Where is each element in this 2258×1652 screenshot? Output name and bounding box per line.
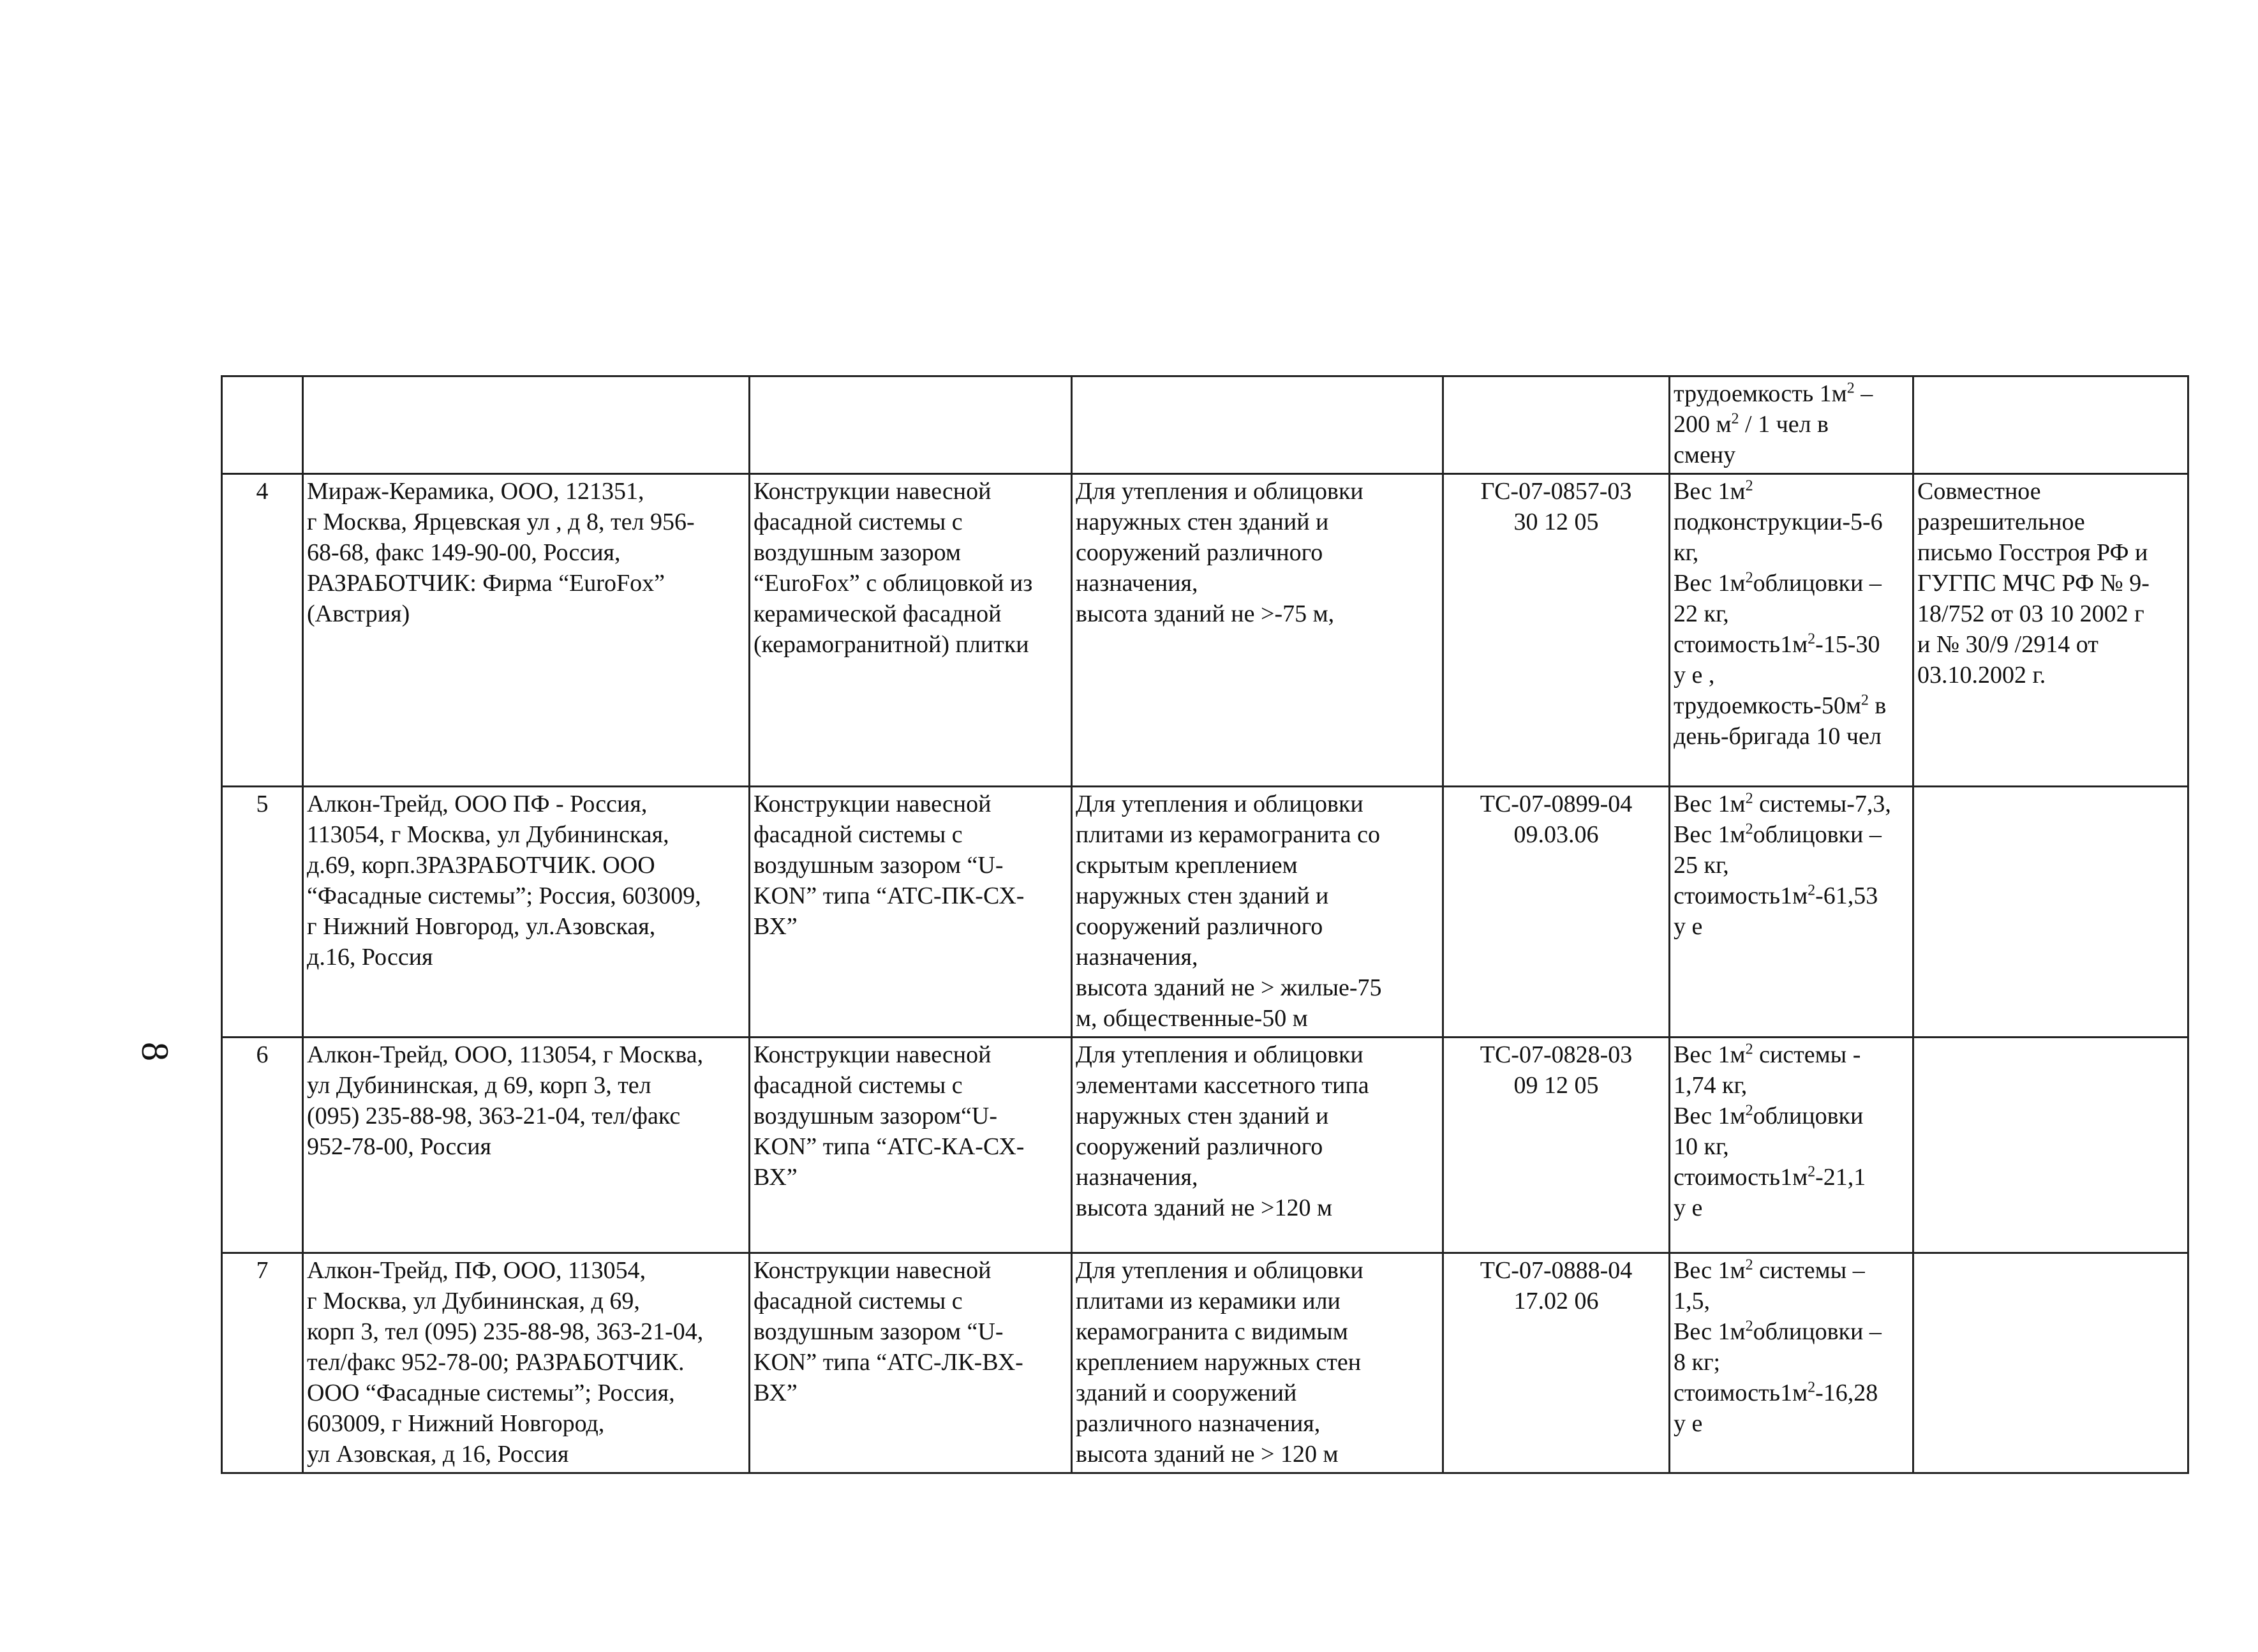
tech-data-line: день-бригада 10 чел bbox=[1674, 723, 1882, 750]
organization-cell: Алкон-Трейд, ООО, 113054, г Москва, ул Дубининская, д 69, корп 3, тел (095) 235-88-98, 363-21-04, тел/факс 952-78-00, Россия bbox=[303, 1038, 750, 1253]
tech-data-line: смену bbox=[1674, 442, 1736, 468]
tech-data-line: у е , bbox=[1674, 662, 1715, 688]
note-cell bbox=[1913, 376, 2188, 474]
tech-data-line: кг, bbox=[1674, 539, 1699, 566]
purpose-cell: Для утепления и облицовки плитами из керамогранита со скрытым креплением наружных стен зданий и сооружений различного назначения, высота зданий не > жилые-75 м, общественные-50 м bbox=[1072, 787, 1443, 1038]
purpose-cell: Для утепления и облицовки элементами кассетного типа наружных стен зданий и сооружений различного назначения, высота зданий не >120 м bbox=[1072, 1038, 1443, 1253]
tech-data-cell bbox=[1670, 1253, 1913, 1473]
table-row bbox=[222, 474, 2188, 787]
table-row bbox=[222, 787, 2188, 1038]
tech-data-line: Вес $1м^2облицовки$ – bbox=[1674, 821, 1882, 848]
tech-data-line: 1,5, bbox=[1674, 1288, 1710, 1314]
tech-data-line: Вес $1м^2$ системы-7,3, bbox=[1674, 790, 1891, 817]
product-cell: Конструкции навесной фасадной системы с воздушным зазором“U- KON” типа “АТС-КА-СХ- ВХ” bbox=[750, 1038, 1072, 1253]
tech-data-line: 10 кг, bbox=[1674, 1133, 1729, 1160]
table-row bbox=[222, 1253, 2188, 1473]
tech-data-line: 1,74 кг, bbox=[1674, 1072, 1748, 1099]
document-cell: ТС-07-0899-04 09.03.06 bbox=[1443, 787, 1670, 1038]
tech-data-line: у е bbox=[1674, 1410, 1703, 1437]
document-cell: ТС-07-0888-04 17.02 06 bbox=[1443, 1253, 1670, 1473]
tech-data-line: трудоемкость-$50м^2$ в bbox=[1674, 692, 1887, 719]
tech-data-line: Вес $1м^2$ bbox=[1674, 477, 1753, 505]
tech-data-line: $стоимость1м^2-21,1$ bbox=[1674, 1163, 1866, 1191]
table-row bbox=[222, 376, 2188, 474]
page-number: 8 bbox=[134, 1042, 176, 1061]
tech-data-cell bbox=[1670, 1038, 1913, 1253]
tech-data-line: у е bbox=[1674, 1194, 1703, 1221]
tech-data-line: Вес $1м^2$ системы - bbox=[1674, 1041, 1861, 1068]
organization-cell bbox=[303, 376, 750, 474]
product-cell: Конструкции навесной фасадной системы с воздушным зазором “U- KON” типа “АТС-ЛК-ВХ- ВХ” bbox=[750, 1253, 1072, 1473]
organization-cell: Мираж-Керамика, ООО, 121351, г Москва, Ярцевская ул , д 8, тел 956- 68-68, факс 149-90-00, Россия, РАЗРАБОТЧИК: Фирма “EuroFox” (Австрия) bbox=[303, 474, 750, 787]
product-cell bbox=[750, 376, 1072, 474]
note-cell bbox=[1913, 1038, 2188, 1253]
tech-data-line: Вес $1м^2облицовки$ – bbox=[1674, 569, 1882, 597]
product-cell: Конструкции навесной фасадной системы с воздушным зазором “EuroFox” с облицовкой из керамической фасадной (керамогранитной) плитки bbox=[750, 474, 1072, 787]
table-row bbox=[222, 1038, 2188, 1253]
tech-data-line: $стоимость1м^2-61,53$ bbox=[1674, 882, 1878, 909]
tech-data-line: 25 кг, bbox=[1674, 852, 1729, 879]
organization-cell: Алкон-Трейд, ПФ, ООО, 113054, г Москва, ул Дубининская, д 69, корп 3, тел (095) 235-88-98, 363-21-04, тел/факс 952-78-00; РАЗРАБОТЧИК. ООО “Фасадные системы”; Россия, 603009, г Нижний Новгород, ул Азовская, д 16, Россия bbox=[303, 1253, 750, 1473]
tech-data-line: Вес $1м^2облицовки$ bbox=[1674, 1102, 1864, 1129]
purpose-cell: Для утепления и облицовки наружных стен зданий и сооружений различного назначения, высота зданий не >-75 м, bbox=[1072, 474, 1443, 787]
tech-data-line: у е bbox=[1674, 913, 1703, 940]
organization-cell: Алкон-Трейд, ООО ПФ - Россия, 113054, г Москва, ул Дубининская, д.69, корп.3РАЗРАБОТЧИК. ООО “Фасадные системы”; Россия, 603009, г Нижний Новгород, ул.Азовская, д.16, Россия bbox=[303, 787, 750, 1038]
row-number-cell bbox=[222, 376, 303, 474]
product-cell: Конструкции навесной фасадной системы с воздушным зазором “U- KON” типа “АТС-ПК-СХ- ВХ” bbox=[750, 787, 1072, 1038]
tech-data-cell bbox=[1670, 474, 1913, 787]
document-cell bbox=[1443, 376, 1670, 474]
row-number-cell: 4 bbox=[222, 474, 303, 787]
document-cell: ГС-07-0857-03 30 12 05 bbox=[1443, 474, 1670, 787]
tech-data-line: 200 $м^2 / 1$ чел в bbox=[1674, 410, 1829, 438]
row-number-cell: 6 bbox=[222, 1038, 303, 1253]
tech-data-line: трудоемкость $1м^2$ – bbox=[1674, 380, 1873, 407]
tech-data-cell bbox=[1670, 787, 1913, 1038]
note-cell bbox=[1913, 787, 2188, 1038]
document-cell: ТС-07-0828-03 09 12 05 bbox=[1443, 1038, 1670, 1253]
tech-data-line: $стоимость1м^2-16,28$ bbox=[1674, 1379, 1878, 1406]
tech-data-line: Вес $1м^2облицовки$ – bbox=[1674, 1318, 1882, 1345]
tech-data-line: подконструкции-5-6 bbox=[1674, 509, 1883, 535]
note-cell: Совместное разрешительное письмо Госстроя РФ и ГУГПС МЧС РФ № 9- 18/752 от 03 10 2002 г и № 30/9 /2914 от 03.10.2002 г. bbox=[1913, 474, 2188, 787]
purpose-cell: Для утепления и облицовки плитами из керамики или керамогранита с видимым креплением наружных стен зданий и сооружений различного назначения, высота зданий не > 120 м bbox=[1072, 1253, 1443, 1473]
tech-data-line: 8 кг; bbox=[1674, 1349, 1721, 1376]
purpose-cell bbox=[1072, 376, 1443, 474]
row-number-cell: 7 bbox=[222, 1253, 303, 1473]
tech-data-line: $стоимость1м^2-15-30$ bbox=[1674, 630, 1880, 658]
tech-data-cell bbox=[1670, 376, 1913, 474]
tech-data-line: Вес $1м^2$ системы – bbox=[1674, 1256, 1865, 1284]
row-number-cell: 5 bbox=[222, 787, 303, 1038]
registry-table bbox=[221, 375, 2189, 1474]
note-cell bbox=[1913, 1253, 2188, 1473]
tech-data-line: 22 кг, bbox=[1674, 600, 1729, 627]
